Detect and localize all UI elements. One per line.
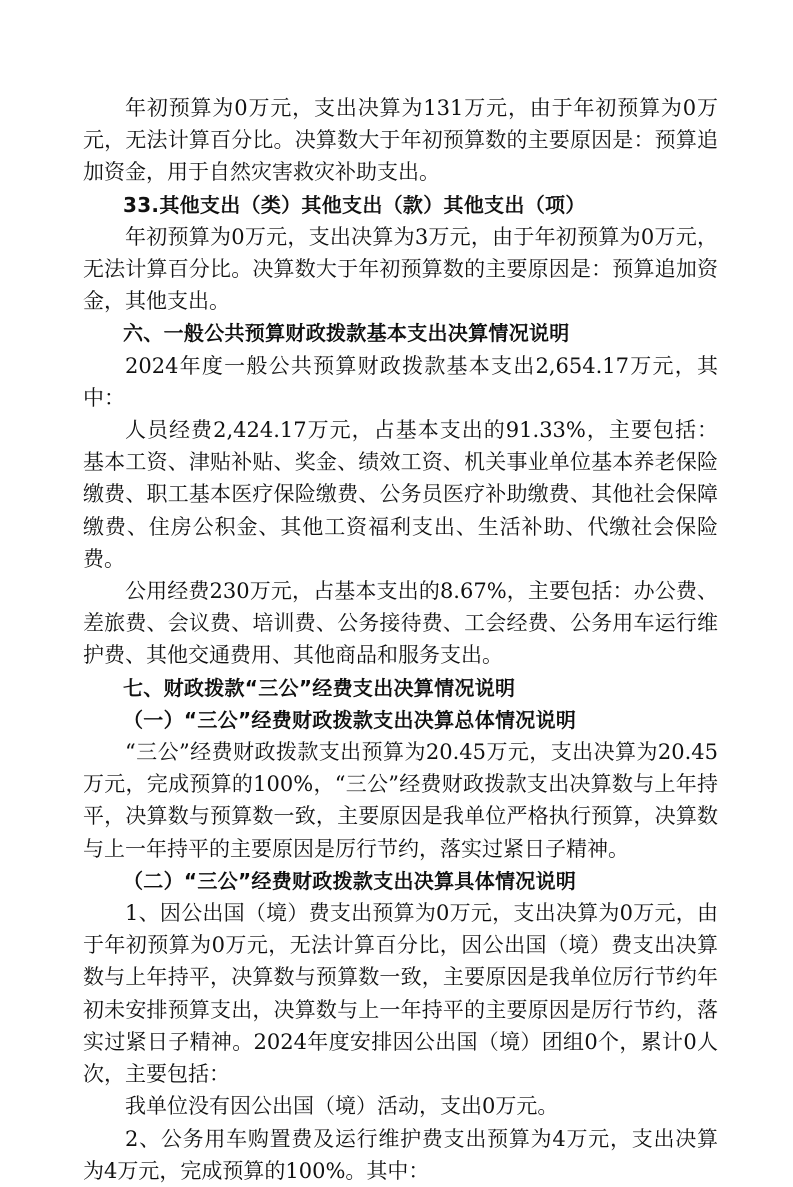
paragraph-three-public-overall: “三公”经费财政拨款支出预算为20.45万元，支出决算为20.45万元，完成预算的100%，“三公”经费财政拨款支出决算数与上年持平，决算数与预算数一致，主要原因是我单位严格执行预算，决算数与上一年持平的主要原因是厉行节约，落实过紧日子精神。	[83, 740, 718, 861]
paragraph-overseas-travel: 1、因公出国（境）费支出预算为0万元，支出决算为0万元，由于年初预算为0万元，无法计算百分比，因公出国（境）费支出决算数与上年持平，决算数与预算数一致，主要原因是我单位厉行节约年初未安排预算支出，决算数与上一年持平的主要原因是厉行节约，落实过紧日子精神。2024年度安排因公出国（境）团组0个，累计0人次，主要包括：	[83, 901, 718, 1087]
document-body	[83, 92, 718, 1187]
paragraph-other-expenditure: 年初预算为0万元，支出决算为3万元，由于年初预算为0万元，无法计算百分比。决算数大于年初预算数的主要原因是：预算追加资金，其他支出。	[83, 224, 718, 314]
heading-other-expenditure-item: 33.其他支出（类）其他支出（款）其他支出（项）	[123, 192, 586, 217]
heading-subsection-one: （一）“三公”经费财政拨款支出决算总体情况说明	[123, 707, 577, 732]
paragraph-vehicle-expenses: 2、公务用车购置费及运行维护费支出预算为4万元，支出决算为4万元，完成预算的100%。其中：	[83, 1126, 718, 1183]
paragraph-disaster-relief-expense: 年初预算为0万元，支出决算为131万元，由于年初预算为0万元，无法计算百分比。决算数大于年初预算数的主要原因是：预算追加资金，用于自然灾害救灾补助支出。	[83, 96, 718, 185]
paragraph-basic-expenditure-total: 2024年度一般公共预算财政拨款基本支出2,654.17万元，其中：	[83, 353, 718, 410]
heading-section-six: 六、一般公共预算财政拨款基本支出决算情况说明	[123, 321, 570, 346]
heading-subsection-two: （二）“三公”经费财政拨款支出决算具体情况说明	[123, 868, 577, 893]
paragraph-personnel-expenses: 人员经费2,424.17万元，占基本支出的91.33%，主要包括：基本工资、津贴补贴、奖金、绩效工资、机关事业单位基本养老保险缴费、职工基本医疗保险缴费、公务员医疗补助缴费、其他社会保障缴费、住房公积金、其他工资福利支出、生活补助、代缴社会保险费。	[83, 418, 718, 571]
paragraph-no-overseas-activity: 我单位没有因公出国（境）活动，支出0万元。	[125, 1094, 559, 1119]
paragraph-public-expenses: 公用经费230万元，占基本支出的8.67%，主要包括：办公费、差旅费、会议费、培训费、公务接待费、工会经费、公务用车运行维护费、其他交通费用、其他商品和服务支出。	[83, 579, 718, 668]
heading-section-seven: 七、财政拨款“三公”经费支出决算情况说明	[123, 675, 516, 700]
